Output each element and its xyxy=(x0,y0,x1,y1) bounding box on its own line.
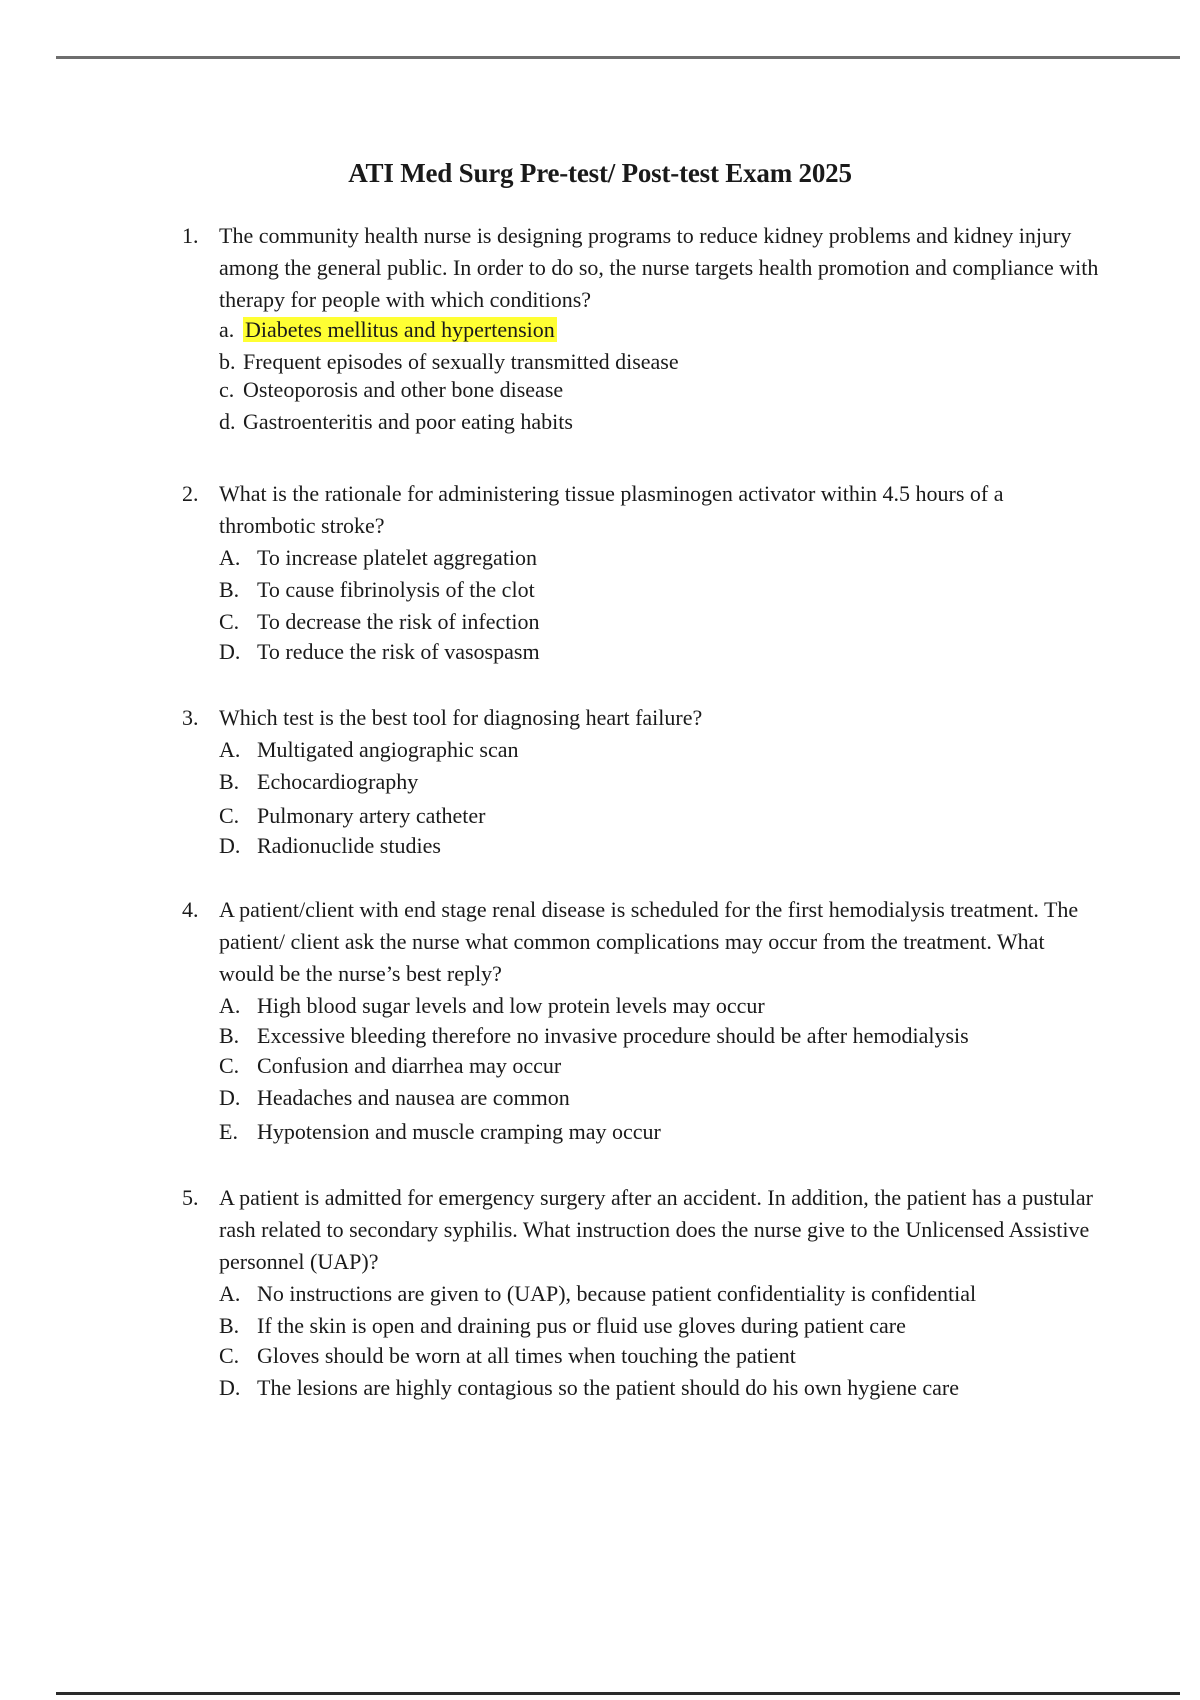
option-text: To cause fibrinolysis of the clot xyxy=(257,577,535,602)
option-letter: D. xyxy=(219,639,241,664)
question-text: Which test is the best tool for diagnosing heart failure? xyxy=(219,705,703,730)
answer-option xyxy=(219,376,563,404)
question-number: 2. xyxy=(182,481,199,506)
question-text: The community health nurse is designing programs to reduce kidney problems and kidney injury among the general public. In order to do so, the nurse targets health promotion and compliance with therapy for people with which conditions? xyxy=(219,223,1099,312)
question-text: A patient is admitted for emergency surgery after an accident. In addition, the patient has a pustular rash related to secondary syphilis. What instruction does the nurse give to the Unlicensed Assistive personnel (UAP)? xyxy=(219,1185,1094,1274)
option-letter: E. xyxy=(219,1119,238,1144)
question-number: 1. xyxy=(182,223,199,248)
option-text: To decrease the risk of infection xyxy=(257,609,540,634)
option-letter: D. xyxy=(219,1375,241,1400)
option-letter: a. xyxy=(219,317,235,342)
option-letter: A. xyxy=(219,737,241,762)
option-letter: A. xyxy=(219,993,241,1018)
answer-option xyxy=(219,736,518,764)
answer-option xyxy=(219,832,441,860)
option-text: Multigated angiographic scan xyxy=(257,737,519,762)
question-text: What is the rationale for administering tissue plasminogen activator within 4.5 hours of a thrombotic stroke? xyxy=(219,481,1004,538)
option-text: High blood sugar levels and low protein levels may occur xyxy=(257,993,765,1018)
page-title: ATI Med Surg Pre-test/ Post-test Exam 2025 xyxy=(348,158,852,188)
answer-option xyxy=(219,544,537,572)
answer-option xyxy=(219,1280,976,1308)
answer-option xyxy=(219,408,573,436)
answer-option xyxy=(219,992,765,1020)
question-text: A patient/client with end stage renal disease is scheduled for the first hemodialysis treatment. The patient/ client ask the nurse what common complications may occur from the treatment. What would be the nurse’s best reply? xyxy=(219,897,1079,986)
option-text: Pulmonary artery catheter xyxy=(257,803,486,828)
answer-option xyxy=(219,1084,570,1112)
option-text: Confusion and diarrhea may occur xyxy=(257,1053,562,1078)
option-letter: C. xyxy=(219,609,240,634)
answer-option xyxy=(219,1342,796,1370)
option-text: Hypotension and muscle cramping may occur xyxy=(257,1119,661,1144)
answer-option xyxy=(219,638,540,666)
option-letter: B. xyxy=(219,769,240,794)
option-text: To reduce the risk of vasospasm xyxy=(257,639,540,664)
answer-option xyxy=(219,316,557,344)
option-text: No instructions are given to (UAP), because patient confidentiality is confidential xyxy=(257,1281,977,1306)
answer-option xyxy=(219,576,535,604)
option-letter: A. xyxy=(219,1281,241,1306)
answer-option xyxy=(219,1022,969,1050)
answer-option xyxy=(219,768,418,796)
answer-option xyxy=(219,348,679,376)
option-text: The lesions are highly contagious so the patient should do his own hygiene care xyxy=(257,1375,960,1400)
option-text: Excessive bleeding therefore no invasive procedure should be after hemodialysis xyxy=(257,1023,969,1048)
option-letter: d. xyxy=(219,409,236,434)
option-text: Headaches and nausea are common xyxy=(257,1085,570,1110)
answer-option xyxy=(219,1118,661,1146)
answer-option xyxy=(219,1374,959,1402)
option-letter: b. xyxy=(219,349,236,374)
answer-option xyxy=(219,1312,906,1340)
option-letter: C. xyxy=(219,803,240,828)
option-letter: c. xyxy=(219,377,235,402)
option-letter: B. xyxy=(219,1023,240,1048)
answer-option xyxy=(219,802,485,830)
top-rule xyxy=(56,56,1180,59)
option-letter: D. xyxy=(219,1085,241,1110)
option-text: If the skin is open and draining pus or fluid use gloves during patient care xyxy=(257,1313,906,1338)
option-text: Echocardiography xyxy=(257,769,419,794)
highlighted-answer-text: Diabetes mellitus and hypertension xyxy=(245,317,555,342)
option-text: Radionuclide studies xyxy=(257,833,441,858)
option-letter: A. xyxy=(219,545,241,570)
option-letter: B. xyxy=(219,577,240,602)
option-letter: B. xyxy=(219,1313,240,1338)
bottom-rule xyxy=(56,1692,1180,1695)
option-text: Osteoporosis and other bone disease xyxy=(243,377,564,402)
question-number: 5. xyxy=(182,1185,199,1210)
option-letter: C. xyxy=(219,1343,240,1368)
option-text: Gastroenteritis and poor eating habits xyxy=(243,409,573,434)
option-letter: D. xyxy=(219,833,241,858)
answer-option xyxy=(219,1052,561,1080)
question-number: 3. xyxy=(182,705,199,730)
option-text: Frequent episodes of sexually transmitted disease xyxy=(243,349,679,374)
option-text: Gloves should be worn at all times when touching the patient xyxy=(257,1343,796,1368)
option-text: To increase platelet aggregation xyxy=(257,545,538,570)
question-number: 4. xyxy=(182,897,199,922)
option-letter: C. xyxy=(219,1053,240,1078)
answer-option xyxy=(219,608,540,636)
